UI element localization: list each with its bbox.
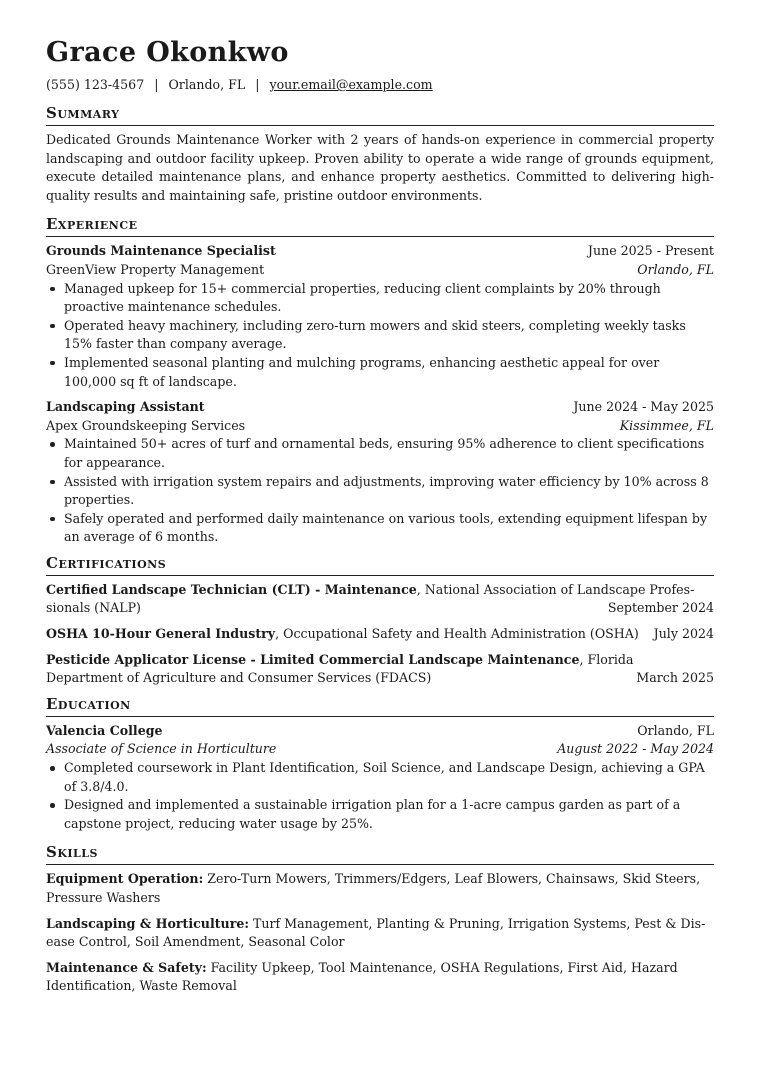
skill-text: Facility Upkeep, Tool Maintenance, OSHA Regulations, First Aid, Hazard Identification, Waste Removal	[46, 959, 678, 994]
cert-name: Pesticide Applicator License - Limited Commercial Landscape Maintenance	[46, 651, 580, 667]
cert-name: OSHA 10-Hour General Industry	[46, 626, 276, 642]
cert-date: March 2025	[636, 670, 714, 686]
summary-section	[46, 104, 714, 205]
job-role: Grounds Maintenance Specialist	[46, 243, 276, 259]
education-dates: August 2022 - May 2024	[557, 741, 714, 757]
job-company: Apex Groundskeeping Services	[46, 417, 246, 433]
location: Orlando, FL	[168, 77, 246, 92]
section-title-certifications: Certifications	[46, 554, 714, 576]
phone-number: (555) 123-4567	[46, 77, 145, 92]
bullet-item: Assisted with irrigation system repairs and adjustments, improving water efficiency by 10% across 8 properties.	[64, 473, 714, 510]
job-entry	[46, 242, 714, 391]
email-link[interactable]: your.email@example.com	[269, 77, 433, 92]
certification-item	[46, 625, 714, 644]
job-company: GreenView Property Management	[46, 261, 265, 277]
certification-item	[46, 581, 714, 618]
job-location: Kissimmee, FL	[619, 417, 714, 433]
bullet-item: Safely operated and performed daily maintenance on various tools, extending equipment lifespan by an average of 6 months.	[64, 510, 714, 547]
certifications-section	[46, 554, 714, 688]
cert-issuer: , Occupational Safety and Health Administration (OSHA)	[275, 626, 639, 642]
job-dates: June 2024 - May 2025	[573, 399, 714, 415]
degree: Associate of Science in Horticulture	[46, 741, 277, 757]
skill-label: Landscaping & Horticulture:	[46, 915, 250, 931]
certification-item	[46, 651, 714, 688]
skill-item	[46, 959, 714, 996]
cert-date: July 2024	[653, 626, 714, 642]
bullet-item: Completed coursework in Plant Identification, Soil Science, and Landscape Design, achieving a GPA of 3.8/4.0.	[64, 759, 714, 796]
section-title-summary: Summary	[46, 104, 714, 126]
school-name: Valencia College	[46, 722, 163, 738]
cert-issuer: , Florida Department of Agriculture and Consumer Services (FDACS)	[46, 651, 634, 686]
summary-text: Dedicated Grounds Maintenance Worker with 2 years of hands-on experience in commercial property landscaping and outdoor facility upkeep. Proven ability to operate a wide range of grounds equipment, execute detailed maintenance plans, and enhance property aesthetics. Committed to delivering high-quality results and maintaining safe, pristine outdoor environments.	[46, 132, 714, 203]
separator: |	[154, 77, 159, 92]
education-bullets	[46, 759, 714, 833]
section-title-education: Education	[46, 695, 714, 717]
school-location: Orlando, FL	[637, 722, 714, 738]
bullet-item: Designed and implemented a sustainable irrigation plan for a 1-acre campus garden as part of a capstone project, reducing water usage by 25%.	[64, 796, 714, 833]
skill-item	[46, 915, 714, 952]
section-title-skills: Skills	[46, 843, 714, 865]
job-location: Orlando, FL	[637, 261, 714, 277]
section-title-experience: Experience	[46, 215, 714, 237]
resume-page	[46, 36, 714, 1003]
skill-item	[46, 870, 714, 907]
bullet-item: Maintained 50+ acres of turf and ornamental beds, ensuring 95% adherence to client specifications for appearance.	[64, 435, 714, 472]
separator: |	[255, 77, 260, 92]
job-role: Landscaping Assistant	[46, 399, 205, 415]
job-bullets	[46, 280, 714, 392]
education-section	[46, 695, 714, 834]
job-bullets	[46, 435, 714, 547]
bullet-item: Managed upkeep for 15+ commercial properties, reducing client complaints by 20% through proactive maintenance schedules.	[64, 280, 714, 317]
skill-label: Maintenance & Safety:	[46, 959, 207, 975]
skill-text: Zero-Turn Mowers, Trimmers/Edgers, Leaf Blowers, Chainsaws, Skid Steers, Pressure Washers	[46, 871, 701, 905]
skill-text: Turf Management, Planting & Pruning, Irrigation Systems, Pest & Disease Control, Soil Amendment, Seasonal Color	[46, 915, 706, 950]
contact-line	[46, 76, 714, 94]
job-entry	[46, 398, 714, 547]
skill-label: Equipment Operation:	[46, 871, 204, 887]
skills-section	[46, 843, 714, 996]
cert-date: September 2024	[607, 600, 714, 616]
candidate-name: Grace Okonkwo	[46, 37, 289, 68]
job-dates: June 2025 - Present	[587, 243, 714, 259]
cert-issuer: , National Association of Landscape Professionals (NALP)	[46, 581, 695, 616]
bullet-item: Operated heavy machinery, including zero-turn mowers and skid steers, completing weekly tasks 15% faster than company average.	[64, 317, 714, 354]
experience-section	[46, 215, 714, 547]
bullet-item: Implemented seasonal planting and mulching programs, enhancing aesthetic appeal for over 100,000 sq ft of landscape.	[64, 354, 714, 391]
cert-name: Certified Landscape Technician (CLT) - Maintenance	[46, 581, 417, 597]
